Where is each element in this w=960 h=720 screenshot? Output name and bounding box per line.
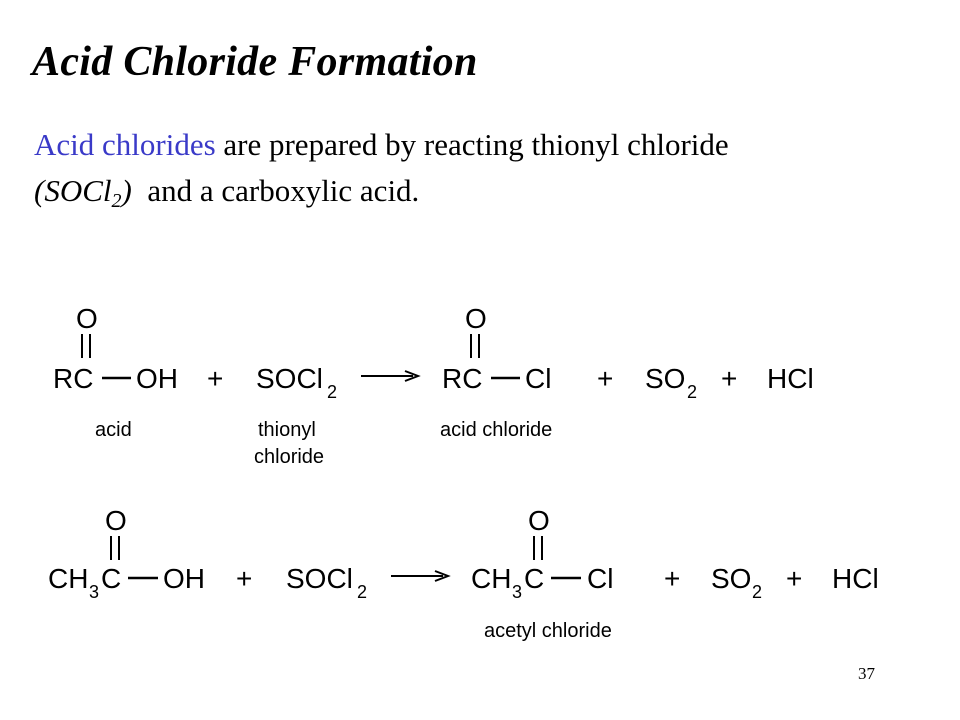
r2-reactant-oh: OH bbox=[163, 563, 205, 594]
r2-plus-1: + bbox=[236, 563, 253, 594]
r2-plus-2: + bbox=[664, 563, 681, 594]
formula-close: ) bbox=[121, 173, 132, 208]
r2-socl: SOCl bbox=[286, 563, 353, 594]
r1-socl: SOCl bbox=[256, 363, 323, 394]
r2-reactant-ch-sub: 3 bbox=[89, 582, 100, 602]
acid-chlorides-term: Acid chlorides bbox=[34, 127, 216, 162]
r2-label-acetyl-chloride: acetyl chloride bbox=[484, 620, 612, 642]
intro-end-text: and a carboxylic acid. bbox=[147, 173, 420, 208]
formula-main: (SOCl bbox=[34, 173, 112, 208]
r1-product-oxygen: O bbox=[465, 303, 487, 334]
r2-reactant-c: C bbox=[101, 563, 122, 594]
r1-plus-1: + bbox=[207, 363, 224, 394]
r1-so-sub: 2 bbox=[687, 382, 698, 402]
r2-reactant-oxygen: O bbox=[105, 505, 127, 536]
r1-plus-2: + bbox=[597, 363, 614, 394]
r1-label-acid: acid bbox=[95, 419, 132, 441]
r2-so: SO bbox=[711, 563, 752, 594]
r2-product-c: C bbox=[524, 563, 545, 594]
r1-so: SO bbox=[645, 363, 686, 394]
r2-product-cl: Cl bbox=[587, 563, 614, 594]
r1-label-chloride: chloride bbox=[254, 446, 325, 468]
r2-socl-sub: 2 bbox=[357, 582, 368, 602]
r1-reactant-oh: OH bbox=[136, 363, 178, 394]
r2-plus-3: + bbox=[786, 563, 803, 594]
reaction-1 bbox=[53, 303, 814, 468]
r1-hcl: HCl bbox=[767, 363, 814, 394]
r2-hcl: HCl bbox=[832, 563, 879, 594]
slide-title: Acid Chloride Formation bbox=[32, 39, 478, 85]
r1-product-rc: RC bbox=[442, 363, 483, 394]
r2-product-oxygen: O bbox=[528, 505, 550, 536]
intro-text: are prepared by reacting thionyl chloride bbox=[215, 127, 729, 162]
r1-label-acid-chloride: acid chloride bbox=[440, 419, 553, 441]
r1-plus-3: + bbox=[721, 363, 738, 394]
r2-reactant-ch: CH bbox=[48, 563, 89, 594]
page-number: 37 bbox=[858, 664, 875, 683]
r1-socl-sub: 2 bbox=[327, 382, 338, 402]
r2-product-ch-sub: 3 bbox=[512, 582, 523, 602]
r1-reactant-oxygen: O bbox=[76, 303, 98, 334]
r2-so-sub: 2 bbox=[752, 582, 763, 602]
reaction-2 bbox=[48, 505, 879, 642]
formula-subscript: 2 bbox=[111, 190, 122, 212]
r2-product-ch: CH bbox=[471, 563, 512, 594]
r1-reactant-rc: RC bbox=[53, 363, 94, 394]
r1-label-thionyl: thionyl bbox=[258, 419, 316, 441]
r1-product-cl: Cl bbox=[525, 363, 552, 394]
